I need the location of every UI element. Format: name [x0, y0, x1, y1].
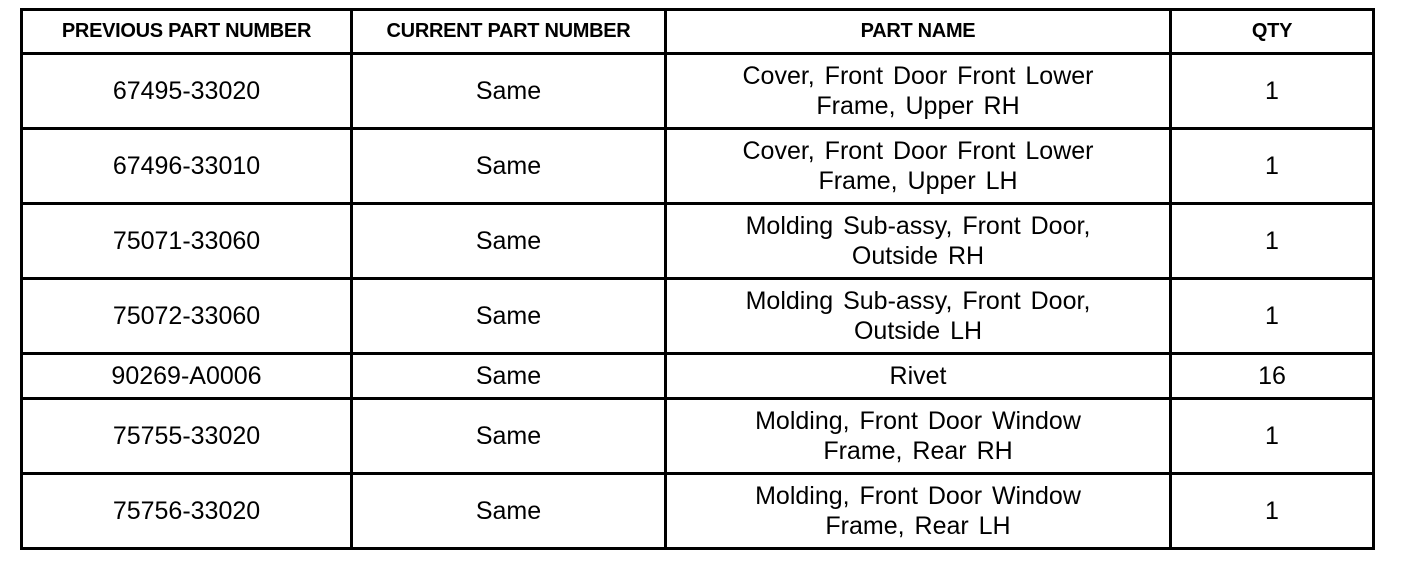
previous-part-number: 75755-33020	[22, 399, 352, 474]
table-row	[22, 54, 1374, 129]
parts-table	[20, 8, 1375, 550]
part-name-line2: Outside RH	[851, 242, 985, 270]
quantity: 1	[1171, 129, 1374, 204]
quantity: 1	[1171, 54, 1374, 129]
current-part-number: Same	[352, 129, 666, 204]
part-name-line1: Cover, Front Door Front Lower	[742, 62, 1094, 90]
current-part-number: Same	[352, 354, 666, 399]
part-name-line1: Cover, Front Door Front Lower	[742, 137, 1094, 165]
part-name-line2: Outside LH	[853, 317, 983, 345]
part-name-line2: Frame, Rear RH	[823, 437, 1013, 465]
previous-part-number: 75072-33060	[22, 279, 352, 354]
part-name-line1: Molding Sub-assy, Front Door,	[745, 287, 1091, 315]
current-part-number: Same	[352, 204, 666, 279]
part-name	[666, 399, 1171, 474]
table-row	[22, 204, 1374, 279]
part-name	[666, 54, 1171, 129]
previous-part-number: 75756-33020	[22, 474, 352, 549]
current-part-number: Same	[352, 399, 666, 474]
quantity: 1	[1171, 279, 1374, 354]
header-qty: QTY	[1171, 10, 1374, 54]
header-previous-part-number: PREVIOUS PART NUMBER	[22, 10, 352, 54]
part-name	[666, 474, 1171, 549]
header-part-name: PART NAME	[666, 10, 1171, 54]
quantity: 1	[1171, 204, 1374, 279]
quantity: 16	[1171, 354, 1374, 399]
part-name	[666, 129, 1171, 204]
previous-part-number: 75071-33060	[22, 204, 352, 279]
current-part-number: Same	[352, 54, 666, 129]
part-name-line1: Rivet	[889, 362, 947, 390]
previous-part-number: 67495-33020	[22, 54, 352, 129]
table-row	[22, 129, 1374, 204]
part-name-line1: Molding, Front Door Window	[755, 407, 1081, 435]
current-part-number: Same	[352, 279, 666, 354]
previous-part-number: 67496-33010	[22, 129, 352, 204]
table-row	[22, 354, 1374, 399]
table-row	[22, 399, 1374, 474]
quantity: 1	[1171, 474, 1374, 549]
part-name-line2: Frame, Rear LH	[825, 512, 1011, 540]
table-row	[22, 279, 1374, 354]
part-name	[666, 354, 1171, 399]
part-name	[666, 204, 1171, 279]
part-name-line1: Molding, Front Door Window	[755, 482, 1081, 510]
header-row	[22, 10, 1374, 54]
part-name-line2: Frame, Upper LH	[818, 167, 1018, 195]
part-name-line2: Frame, Upper RH	[816, 92, 1020, 120]
table-row	[22, 474, 1374, 549]
current-part-number: Same	[352, 474, 666, 549]
part-name	[666, 279, 1171, 354]
quantity: 1	[1171, 399, 1374, 474]
previous-part-number: 90269-A0006	[22, 354, 352, 399]
header-current-part-number: CURRENT PART NUMBER	[352, 10, 666, 54]
part-name-line1: Molding Sub-assy, Front Door,	[745, 212, 1091, 240]
